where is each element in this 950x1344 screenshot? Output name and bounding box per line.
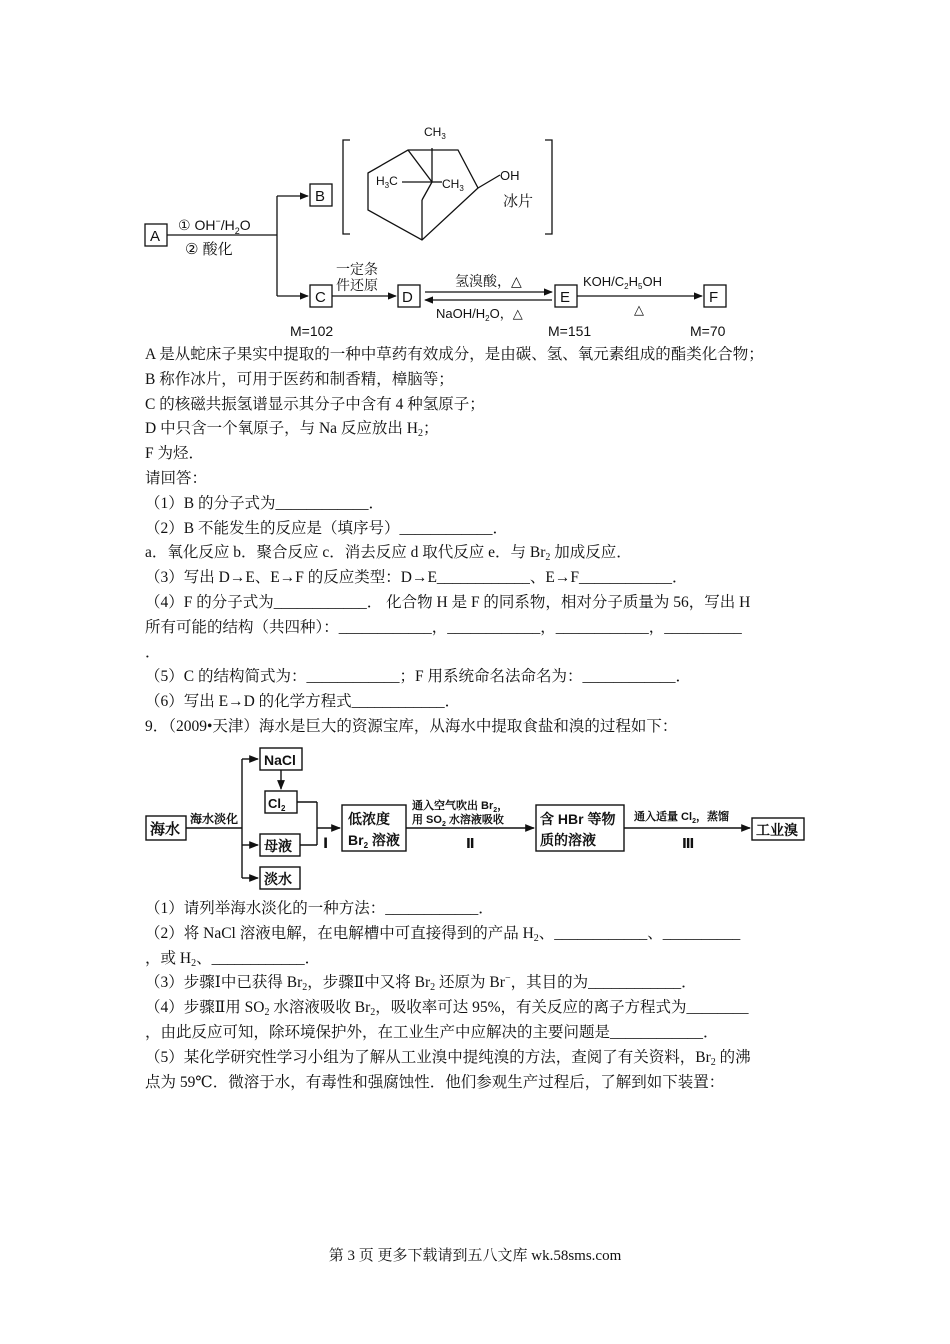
p9-question-2: （2）将 NaCl 溶液电解，在电解槽中可直接得到的产品 $H_2$、____________、__________ xyxy=(145,924,741,944)
mother-liquor-label: 母液 xyxy=(264,838,292,854)
hydroxyl-group: OH xyxy=(500,168,520,183)
compound-f-label: F xyxy=(709,289,719,306)
p9-question-3: （3）步骤Ⅰ中已获得 $Br_2$，步骤Ⅱ中又将 $Br_2$ 还原为 Br−，其目的为____________． xyxy=(145,973,697,994)
step-i-label: Ⅰ xyxy=(323,835,329,851)
question-5: （5）C 的结构简式为：____________；F 用系统命名法命名为：____________． xyxy=(145,668,691,686)
methyl-right: $CH_3$ xyxy=(442,177,464,193)
p9-question-4-cont: ，由此反应可知，除环境保护外，在工业生产中应解决的主要问题是____________． xyxy=(145,1023,719,1041)
compound-c-label: C xyxy=(315,289,326,306)
industrial-bromine-label: 工业溴 xyxy=(756,822,798,838)
compound-d-label: D xyxy=(402,289,413,306)
seawater-flowchart xyxy=(140,745,810,895)
condition-reduce-1: 一定条 xyxy=(336,261,378,277)
compound-e-label: E xyxy=(560,289,571,306)
methyl-top: $CH_3$ xyxy=(424,125,446,141)
question-4-cont: 所有可能的结构（共四种）：____________，____________，____________，__________ xyxy=(145,618,742,636)
prompt: 请回答： xyxy=(145,469,208,487)
info-f: F 为烃． xyxy=(145,445,204,463)
compound-b-label: B xyxy=(315,188,326,205)
question-4-end: ． xyxy=(145,643,161,661)
condition-acidify: ② 酸化 xyxy=(185,241,233,258)
problem-9: 9．（2009•天津）海水是巨大的资源宝库，从海水中提取食盐和溴的过程如下： xyxy=(145,717,678,735)
condition-reduce-2: 件还原 xyxy=(336,277,378,293)
seawater-label: 海水 xyxy=(150,821,181,838)
borneol-name: 冰片 xyxy=(503,193,534,210)
problem-9-questions xyxy=(145,897,810,1095)
absorb-label: 用 $SO_2$ 水溶液吸收 xyxy=(412,814,504,828)
dilute-br2-label-2: $Br_2$ 溶液 xyxy=(348,832,400,850)
step-ii-label: Ⅱ xyxy=(466,836,475,851)
mass-c: M=102 xyxy=(290,323,334,339)
mass-f: M=70 xyxy=(690,323,726,339)
methyl-left: $H_3C$ xyxy=(376,174,398,190)
p9-question-5: （5）某化学研究性学习小组为了解从工业溴中提纯溴的方法，查阅了有关资料，$Br_2$ 的沸 xyxy=(145,1048,751,1068)
p9-question-4: （4）步骤Ⅱ用 $SO_2$ 水溶液吸收 $Br_2$，吸收率可达 95%，有关反应的离子方程式为________ xyxy=(145,999,749,1019)
dilute-br2-label-1: 低浓度 xyxy=(348,811,390,827)
cl2-label: $Cl_2$ xyxy=(268,796,286,813)
blow-out-label: 通入空气吹出 $Br_2$， xyxy=(412,800,509,814)
distill-label: 通入适量 $Cl_2$，蒸馏 xyxy=(634,811,729,825)
desalination-label: 海水淡化 xyxy=(190,812,239,826)
condition-koh: KOH/$C_2H_5OH$ xyxy=(583,274,662,291)
condition-hbr: 氢溴酸，△ xyxy=(455,273,522,289)
p9-question-5-cont: 点为 59℃．微溶于水，有毒性和强腐蚀性．他们参观生产过程后，了解到如下装置： xyxy=(145,1073,725,1091)
hbr-label-2: 质的溶液 xyxy=(540,832,596,848)
info-b: B 称作冰片，可用于医药和制香精，樟脑等； xyxy=(145,370,454,388)
condition-heat: △ xyxy=(634,302,644,317)
p9-question-1: （1）请列举海水淡化的一种方法：____________． xyxy=(145,900,494,917)
condition-naoh: NaOH/$H_2O$，△ xyxy=(436,306,523,323)
info-a: A 是从蛇床子果实中提取的一种中草药有效成分，是由碳、氢、氧元素组成的酯类化合物； xyxy=(145,346,764,363)
p9-question-2-cont: ，或 $H_2$、____________． xyxy=(145,949,321,969)
question-4: （4）F 的分子式为____________． 化合物 H 是 F 的同系物，相对分子质量为 56，写出 H xyxy=(145,593,751,611)
question-1: （1）B 的分子式为____________． xyxy=(145,494,384,512)
page-footer: 第 3 页 更多下载请到五八文库 wk.58sms.com xyxy=(328,1248,622,1264)
info-c: C 的核磁共振氢谱显示其分子中含有 4 种氢原子； xyxy=(145,395,485,413)
borneol-structure xyxy=(368,150,478,240)
question-2: （2）B 不能发生的反应是（填序号）____________． xyxy=(145,519,508,537)
fresh-water-label: 淡水 xyxy=(264,871,292,887)
nacl-label: NaCl xyxy=(264,752,296,768)
condition-hydrolysis: ① $OH^-/H_2O$ xyxy=(178,216,251,236)
mass-e: M=151 xyxy=(548,323,592,339)
question-body xyxy=(145,343,810,740)
question-2-options: a．氧化反应 b．聚合反应 c．消去反应 d 取代反应 e．与 $Br_2$ 加成反应． xyxy=(145,544,632,564)
step-iii-label: Ⅲ xyxy=(682,836,695,851)
info-d: D 中只含一个氧原子，与 Na 反应放出 $H_2$； xyxy=(145,420,439,440)
compound-a-label: A xyxy=(150,228,161,245)
question-3: （3）写出 D→E、E→F 的反应类型：D→E____________、E→F____________． xyxy=(145,569,688,587)
question-6: （6）写出 E→D 的化学方程式____________． xyxy=(145,693,461,711)
hbr-label-1: 含 HBr 等物 xyxy=(540,811,616,827)
synthesis-scheme xyxy=(140,118,760,346)
